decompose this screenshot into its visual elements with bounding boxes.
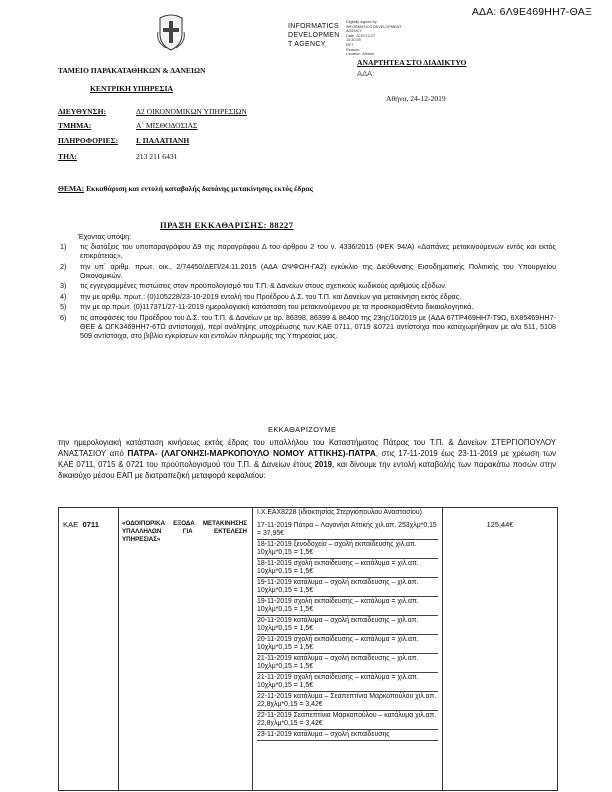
vehicle-info: Ι.Χ.ΕΑΧ8228 (ιδιοκτησίας Στεργιόπουλου Αναστασίου) <box>257 509 422 516</box>
trip-line: 19-11-2019 κατάλυμα – σχολή εκπαίδευσης – χιλ.απ. 10χλμ*0,15 = 1,5€ <box>257 579 438 597</box>
signature-detail: EET <box>346 42 354 47</box>
meta-value: Α΄ ΜΙΣΘΟΔΟΣΙΑΣ <box>136 121 198 130</box>
table-row <box>59 508 558 791</box>
clearance-paragraph <box>58 437 556 481</box>
clearance-act-number: ΠΡΑΞΗ ΕΚΚΑΘΑΡΙΣΗΣ: 88227 <box>160 220 294 230</box>
meta-key: ΤΗΛ: <box>58 152 77 161</box>
agency-signature-details <box>346 20 416 57</box>
item-number: 4) <box>60 291 67 301</box>
meta-key: ΔΙΕΥΘΥΝΣΗ: <box>58 107 107 116</box>
item-text: τις αποφάσεις του Προέδρου του Δ.Σ. του Τ.Π. & Δανείων με αρ. 86398, 86399 & 86400 της 23ης/10/2019 με (ΑΔΑ 67ΤΡ469ΗΗ7-Τ9Ω, 6Χ85469ΗΗ7-ΘΕΕ & ΩΓΚ3469ΗΗ7-6ΤΩ αντίστοιχα), περί ανάληψης υποχρέωσης των ΚΑΕ 0711, 0715 &0721 αντίστοιχα που καταχωρήθηκαν με α/α 511, 5108 509 αντίστοιχα, στο βιβλίο εγκρίσεων και εντολών πληρωμής της Υπηρεσίας μας. <box>80 312 556 340</box>
meta-value: Δ2 ΟΙΚΟΝΟΜΙΚΩΝ ΥΠΗΡΕΣΙΩΝ <box>136 107 247 116</box>
kae-label: ΚΑΕ <box>63 520 79 529</box>
trip-line: 18-11-2019 ξενοδοχείο – σχολή εκπαίδευσης χιλ.απ. 10χλμ*0,15 = 1,5€ <box>257 541 438 559</box>
publication-notice: ΑΝΑΡΤΗΤΕΑ ΣΤΟ ΔΙΑΔΙΚΤΥΟ <box>357 58 467 67</box>
list-item <box>58 313 556 340</box>
meta-row <box>58 136 189 145</box>
trip-line: 22-11-2019 κατάλυμα – Σεαπεπτίνια Μαρκοπούλου χιλ.απ. 22,8χλμ*0,15 = 3,42€ <box>257 693 438 711</box>
route-text: ΠΑΤΡΑ- (ΛΑΓΟΝΗΣΙ-ΜΑΡΚΟΠΟΥΛΟ ΝΟΜΟΥ ΑΤΤΙΚΗΣ)-ΠΑΤΡΑ <box>127 448 376 458</box>
subject-line <box>58 184 313 193</box>
paragraph-text: , στις 17-11-2019 έως 23-11-2019 με χρέωση των ΚΑΕ 0711, 0715 & 0721 του προϋπολογισμού του Τ.Π. & Δανείων έτους <box>58 449 556 469</box>
ada-code-top: ΑΔΑ: 6Λ9Ε469ΗΗ7-ΘΑΞ <box>471 6 592 18</box>
paragraph-text: , και δίνουμε την εντολή καταβολής των παρακάτω ποσών στην δικαιούχο μέσου ΕΑΠ με διατραπεζική μεταφορά κεφαλαίου: <box>58 460 556 480</box>
description-cell: «ΟΔΟΙΠΟΡΙΚΑ ΕΞΟΔΑ ΜΕΤΑΚΙΝΗΣΗΣ ΥΠΑΛΛΗΛΩΝ ΓΙΑ ΕΚΤΕΛΕΣΗ ΥΠΗΡΕΣΙΑΣ» <box>119 508 253 791</box>
subject-text: Εκκαθάριση και εντολή καταβολής δαπάνης μετακίνησης εκτός έδρας <box>86 184 313 193</box>
trip-line: 23-11-2019 κατάλυμα – σχολή εκπαίδευσης <box>257 731 438 741</box>
trip-line: 20-11-2019 κατάλυμα – σχολή εκπαίδευσης – χιλ.απ. 10χλμ*0,15 = 1,5€ <box>257 617 438 635</box>
meta-key: ΤΜΗΜΑ: <box>58 121 92 130</box>
fiscal-year: 2019 <box>314 460 333 469</box>
paragraph-text: την ημερολογιακή κατάσταση κινήσεως εκτός έδρας του υπαλλήλου του Καταστήματος Πάτρας του Τ.Π. & Δανείων ΣΤΕΡΓΙΟΠΟΥΛΟΥ ΑΝΑΣΤΑΣΙΟΥ από <box>58 438 556 458</box>
item-text: τις εγγεγραμμένες πιστώσεις στον προϋπολογισμό του Τ.Π. & Δανείων στους σχετικούς κωδικούς αριθμούς εξόδων. <box>80 281 447 290</box>
meta-value: Ι. ΠΑΛΑΤΙΑΝΗ <box>136 136 190 145</box>
agency-line: T AGENCY <box>288 41 326 48</box>
clearance-heading: ΕΚΚΑΘΑΡΙΖΟΥΜΕ <box>268 425 337 434</box>
meta-row <box>58 107 247 116</box>
ada-label: ΑΔΑ: <box>357 69 375 78</box>
signature-detail: Date: 2019.12.27 <box>346 33 376 38</box>
trip-line: 21-11-2019 σχολή εκπαίδευσης – κατάλυμα = χιλ.απ. 10χλμ*0,15 = 1,5€ <box>257 674 438 692</box>
agency-line: INFORMATICS <box>288 23 340 30</box>
item-number: 3) <box>60 281 67 290</box>
signature-detail: Reason: <box>346 47 361 52</box>
trip-line: 18-11-2019 σχολή εκπαίδευσης – κατάλυμα = χιλ.απ. 10χλμ*0,15 = 1,5€ <box>257 560 438 578</box>
detail-cell <box>253 508 443 791</box>
list-item <box>58 281 556 290</box>
list-item <box>58 242 556 260</box>
list-item <box>58 292 556 301</box>
meta-row <box>58 121 197 130</box>
trip-line: 17-11-2019 Πάτρα – Λαγονήσι Αττικής χιλ.απ. 253χλμ*0,15 = 37,95€ <box>257 522 438 540</box>
meta-key: ΠΛΗΡΟΦΟΡΙΕΣ: <box>58 136 119 145</box>
item-number: 1) <box>60 242 67 251</box>
list-item <box>58 302 556 311</box>
trip-line: 21-11-2019 κατάλυμα – σχολή εκπαίδευσης – χιλ.απ. 10χλμ*0,15 = 1,5€ <box>257 655 438 673</box>
subject-label: ΘΕΜΑ: <box>58 184 85 193</box>
trip-line: 20-11-2019 σχολή εκπαίδευσης – κατάλυμα = χιλ.απ. 10χλμ*0,15 = 1,5€ <box>257 636 438 654</box>
signature-detail: 10:30:39 <box>346 38 361 43</box>
organization-name: ΤΑΜΕΙΟ ΠΑΡΑΚΑΤΑΘΗΚΩΝ & ΔΑΝΕΙΩΝ <box>58 66 206 75</box>
kae-code: 0711 <box>82 520 99 529</box>
item-text: την υπ΄ αριθμ. πρωτ. οικ., 2/74450/ΔΕΠ/24.11.2015 (ΑΔΑ ΩΨΦΩΗ-ΓΑ2) εγκύκλιο της Διεύθυνσης Εισοδηματικής Πολιτικής του Υπουργείου Οικονομικών. <box>80 261 556 280</box>
service-name: ΚΕΝΤΡΙΚΗ ΥΠΗΡΕΣΙΑ <box>90 84 173 93</box>
item-number: 5) <box>60 302 67 311</box>
agency-signature <box>288 22 340 49</box>
greek-emblem-icon <box>154 12 188 52</box>
agency-line: DEVELOPMEN <box>288 32 340 39</box>
trip-line: 19-11-2019 σχολή εκπαίδευσης – κατάλυμα = χιλ.απ. 10χλμ*0,15 = 1,5€ <box>257 598 438 616</box>
kae-cell <box>59 508 119 791</box>
list-item <box>58 262 556 280</box>
signature-detail: INFORMATICS DEVELOPMENT AGENCY <box>346 24 402 34</box>
considerations-heading: Έχοντας υπόψη: <box>78 232 132 241</box>
trip-line: 22-11-2019 Σεαπεπτίνια Μαρκοπούλου – κατάλυμα χιλ.απ. 22,8χλμ*0,15 = 3,42€ <box>257 712 438 730</box>
document-date: Αθήνα, 24-12-2019 <box>386 94 446 103</box>
item-text: την με αριθμ. πρωτ.: (0)105228/23-10-2019 εντολή του Προέδρου Δ.Σ. του Τ.Π. και Δανείων για μετακίνηση εκτός έδρας. <box>80 291 462 301</box>
meta-value: 213 211 6431 <box>136 152 178 161</box>
meta-row <box>58 152 177 161</box>
signature-detail: Location: Athens <box>346 52 375 57</box>
item-text: τις διατάξεις του υποπαραγράφου Δ9 της παραγράφου Δ του άρθρου 2 του ν. 4336/2015 (ΦΕΚ 94/Α) «Δαπάνες μετακινούμενων εντός και εκτός επικράτειας», <box>80 242 556 260</box>
item-number: 6) <box>60 312 67 322</box>
item-number: 2) <box>60 261 67 271</box>
signature-detail: Digitally signed by <box>346 20 377 24</box>
expense-table <box>58 507 558 791</box>
amount-cell: 125,44€ <box>443 508 558 791</box>
considerations-list <box>58 242 556 341</box>
item-text: την με αρ.πρωτ. (0)117371/27-11-2019 ημερολογιακή κατάσταση του μετακινούμενου με τα προσκομισθέντα δικαιολογητικά. <box>80 302 474 311</box>
